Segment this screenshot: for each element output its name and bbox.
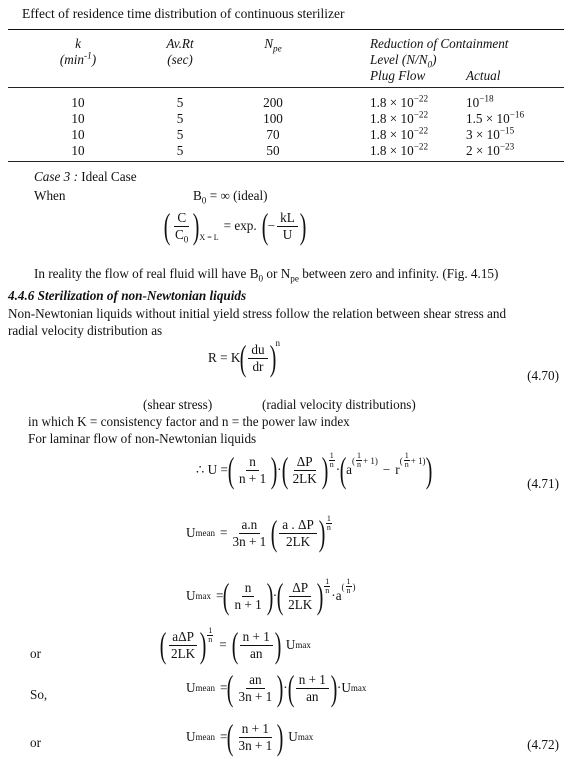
shear-label: (shear stress) [143,397,213,412]
equation-or-1: ( $\frac{\text{aΔP}}{2LK}$ ) 1 n = ( $\frac{n + 1}{an}$ ) U max [159,625,311,665]
cell-plug: $1.8 \times 10^{-22}$ [370,93,429,110]
cell-plug: $1.8 \times 10^{-22}$ [370,125,429,142]
para2: in which K = consistency factor and n = the power law index [28,414,350,429]
cell-actual: $3 \times 10^{-15}$ [466,125,515,142]
para1-line1: Non-Newtonian liquids without initial yield stress follow the relation between shear stress and [8,306,507,321]
cell-k: 10 [71,127,85,142]
case3-equation: ( $\frac{C}{C_0}$ ) X = L = exp. ( − $\frac{kL}{U}$ ) [163,206,307,246]
or-label-2: or [30,735,41,750]
reality-text: In reality the flow of real fluid will have $B_0$ or $N_{pe}$ between zero and infinity. (Fig. 4.15) [34,266,499,284]
table-caption: Effect of residence time distribution of continuous sterilizer [22,6,345,21]
header-plug-flow: Plug Flow [370,68,426,83]
cell-k: 10 [71,143,85,158]
cell-avrt: 5 [176,127,184,142]
case3-heading: Case 3 : Ideal Case [34,169,137,184]
radial-label: (radial velocity distributions) [262,397,416,412]
table-bottom-rule [8,161,564,162]
header-level: Level $(N/N_0)$ [370,52,437,70]
equation-so: U mean = ( $\frac{an}{3n + 1}$ ) · ( $\frac{n + 1}{an}$ ) · U max [186,668,367,708]
header-k: k [75,36,81,51]
cell-actual: $1.5 \times 10^{-16}$ [466,109,525,126]
cell-avrt: 5 [176,143,184,158]
equation-4-70: R = K ( $\frac{du}{dr}$ ) n [208,338,281,378]
when-label: When [34,188,66,203]
header-actual: Actual [466,68,501,83]
cell-avrt: 5 [176,95,184,110]
equation-umax: U max = ( $\frac{n}{n + 1}$ ) · ( $\frac{\Delta P}{2LK}$ ) 1 n · a ( 1 n ) [186,576,356,616]
para3: For laminar flow of non-Newtonian liquids [28,431,257,446]
header-avrt: Av.Rt [166,36,194,51]
or-label-1: or [30,646,41,661]
cell-npe: 200 [263,95,283,110]
cell-actual: $10^{-18}$ [466,93,494,110]
b0-equation: $B_0$ = ∞ (ideal) [193,188,268,206]
equation-4-72: U mean = ( $\frac{n + 1}{3n + 1}$ ) U max [186,717,314,757]
cell-npe: 100 [263,111,283,126]
cell-actual: $2 \times 10^{-23}$ [466,141,515,158]
eq-number-4-71: (4.71) [527,476,559,491]
header-avrt-unit: (sec) [167,52,193,67]
eq-number-4-70: (4.70) [527,368,559,383]
cell-k: 10 [71,111,85,126]
cell-npe: 70 [266,127,280,142]
equation-4-71: ∴ U = ( $\frac{n}{n + 1}$ ) · ( $\frac{\Delta P}{2LK}$ ) 1 n · ( a ( 1 n + 1 ) − r ( 1 n + 1 ) ) [196,450,432,490]
table-top-rule [8,29,564,30]
cell-avrt: 5 [176,111,184,126]
table-header-rule [8,87,564,88]
cell-plug: $1.8 \times 10^{-22}$ [370,141,429,158]
section-heading: 4.4.6 Sterilization of non-Newtonian liquids [8,288,247,303]
eq-number-4-72: (4.72) [527,737,559,752]
header-k-unit: $(\min^{-1})$ [59,50,97,67]
para1-line2: radial velocity distribution as [8,323,163,338]
header-reduction: Reduction of Containment [370,36,509,51]
so-label: So, [30,687,48,702]
header-npe: $N_{pe}$ [264,36,282,54]
cell-npe: 50 [266,143,280,158]
equation-umean: U mean = $\frac{a.n}{3n + 1}$ ( $\frac{a . \Delta P}{2LK}$ ) 1 n [186,513,331,553]
cell-plug: $1.8 \times 10^{-22}$ [370,109,429,126]
cell-k: 10 [71,95,85,110]
